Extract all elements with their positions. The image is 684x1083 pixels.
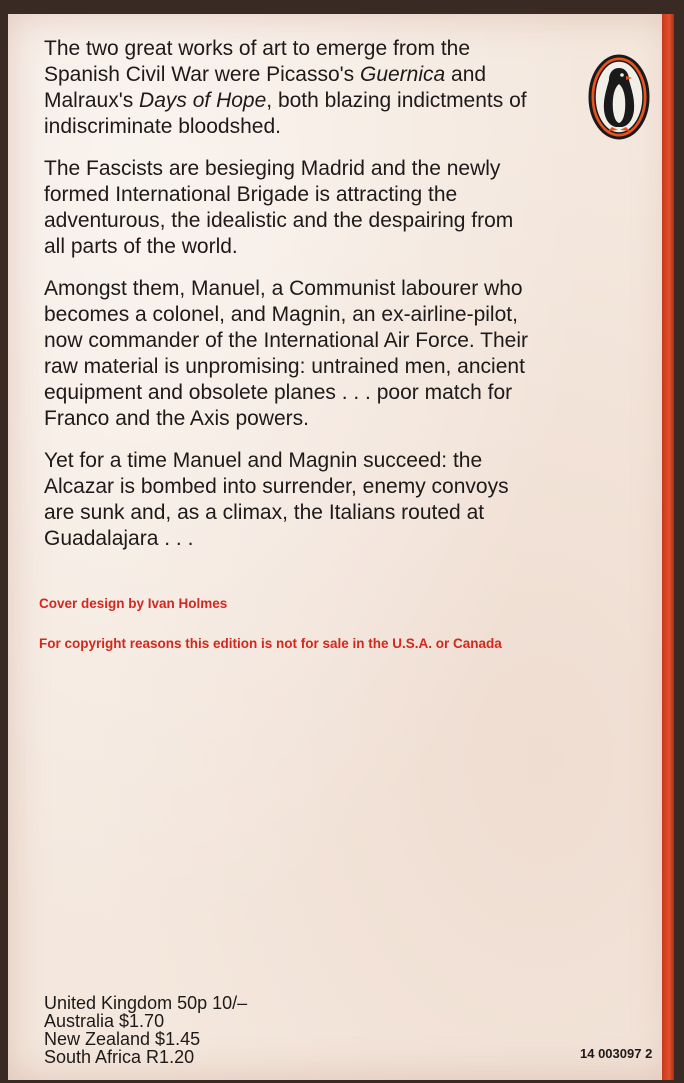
blurb xyxy=(44,36,540,568)
blurb-text: , both blazing indictments of indiscriminate bloodshed. xyxy=(44,89,527,138)
price-list xyxy=(44,994,247,1066)
blurb-text: and Malraux's xyxy=(44,63,487,112)
book-back-cover xyxy=(8,14,674,1080)
price-uk: United Kingdom 50p 10/– xyxy=(44,993,248,1013)
price-south-africa: South Africa R1.20 xyxy=(44,1047,195,1067)
blurb-paragraph-4: Yet for a time Manuel and Magnin succeed: the Alcazar is bombed into surrender, enemy convoys are sunk and, as a climax, the Italians routed at Guadalajara . . . xyxy=(44,449,509,550)
isbn-number: 14 003097 2 xyxy=(580,1046,653,1061)
price-new-zealand: New Zealand $1.45 xyxy=(44,1029,201,1049)
days-of-hope-title: Days of Hope xyxy=(139,89,267,112)
blurb-paragraph-2: The Fascists are besieging Madrid and the newly formed International Brigade is attracting the adventurous, the idealistic and the despairing from all parts of the world. xyxy=(44,157,514,258)
blurb-paragraph-3: Amongst them, Manuel, a Communist labourer who becomes a colonel, and Magnin, an ex-airline-pilot, now commander of the International Air Force. Their raw material is unpromising: untrained men, ancient equipment and obsolete planes . . . poor match for Franco and the Axis powers. xyxy=(44,277,529,430)
price-australia: Australia $1.70 xyxy=(44,1011,165,1031)
blurb-paragraph-1 xyxy=(44,36,540,140)
cover-design-credit: Cover design by Ivan Holmes xyxy=(39,596,228,611)
orange-spine-edge xyxy=(662,14,674,1080)
blurb-text: The two great works of art to emerge from the Spanish Civil War were Picasso's xyxy=(44,37,471,86)
penguin-logo-icon xyxy=(588,54,650,140)
copyright-notice: For copyright reasons this edition is not for sale in the U.S.A. or Canada xyxy=(39,636,502,651)
guernica-title: Guernica xyxy=(360,63,446,86)
